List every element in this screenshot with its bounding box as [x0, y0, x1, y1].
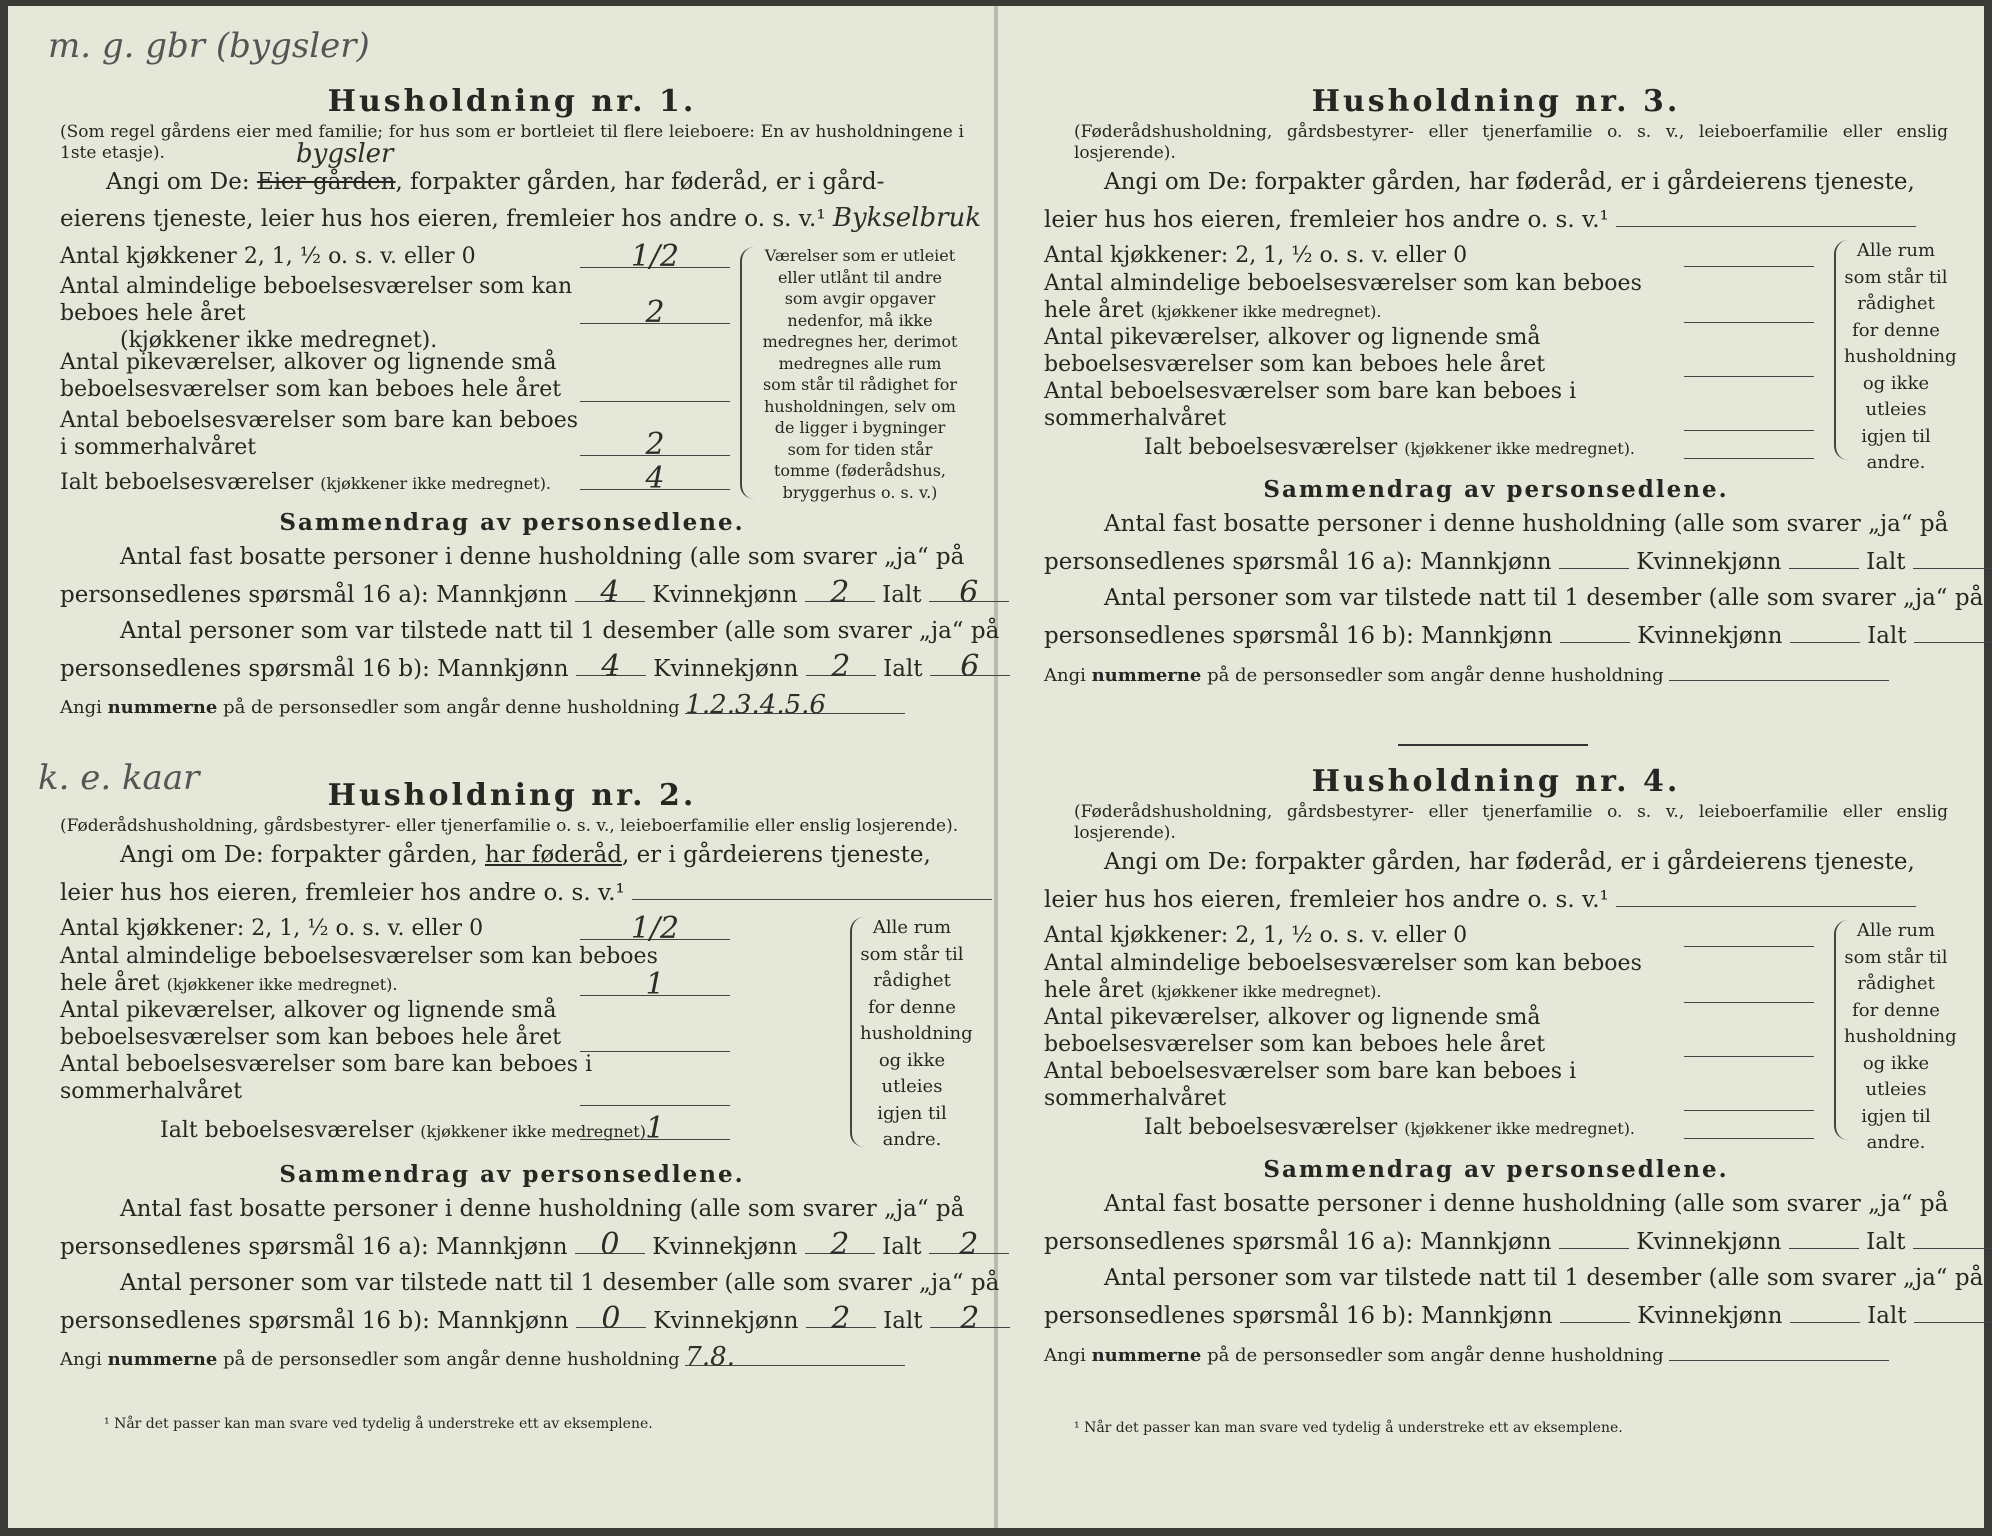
q-alm-label: Antal almindelige beboelsesværelser som kan beboes hele året — [1044, 951, 1642, 1003]
a-alm[interactable] — [1684, 974, 1814, 1003]
angi-label: Angi om De: forpakter gården, — [120, 842, 485, 868]
section-divider — [1398, 744, 1588, 746]
rooms-note: Alle rum som står til rådighet for denne husholdning og ikke utleies igjen til andre. — [1844, 240, 1957, 473]
q-kitchens: Antal kjøkkener: 2, 1, ½ o. s. v. eller 0 — [1044, 243, 1468, 268]
rooms-note: Værelser som er utleiet eller utlånt til andre som avgir opgaver nedenfor, må ikke medregnes her, derimot medregnes alle rum som står til rådighet for husholdningen, selv om de ligger i bygninger som for tiden står tomme (føderådshus, bryggerhus o. s. v.) — [762, 246, 958, 502]
angi-options-2: leier hus hos eieren, fremleier hos andre o. s. v.¹ — [1044, 887, 1609, 913]
ialt-b[interactable] — [1914, 1296, 1992, 1323]
a-ialt[interactable]: 1 — [580, 1111, 730, 1140]
kvinnekjonn-label: Kvinnekjønn — [1636, 1229, 1782, 1255]
a-kitchens[interactable] — [1684, 918, 1814, 947]
nummerne-line — [60, 687, 964, 726]
ialt-a[interactable] — [1913, 1222, 1992, 1249]
summary-1a: Antal fast bosatte personer i denne husholdning (alle som svarer „ja“ på — [1104, 511, 1949, 537]
kvinnekjonn-b[interactable]: 2 — [806, 649, 876, 676]
mannkjonn-a[interactable]: 4 — [575, 575, 645, 602]
kvinnekjonn-b[interactable] — [1790, 1296, 1860, 1323]
household-3-intro: (Føderådshusholdning, gårdsbestyrer- eller tjenerfamilie o. s. v., leieboerfamilie eller enslig losjerende). — [1074, 122, 1948, 163]
summary-2a: Antal personer som var tilstede natt til 1 desember (alle som svarer „ja“ på — [120, 618, 1000, 644]
household-4-angi-2 — [1044, 880, 1948, 918]
nummerne-value[interactable] — [1669, 1334, 1889, 1361]
foderaad-option[interactable]: har føderåd — [484, 842, 622, 868]
summary-1a: Antal fast bosatte personer i denne husholdning (alle som svarer „ja“ på — [120, 1196, 965, 1222]
summary-2b — [1044, 1296, 1948, 1334]
kvinnekjonn-a[interactable]: 2 — [805, 575, 875, 602]
household-4 — [1044, 762, 1984, 1374]
kvinnekjonn-label: Kvinnekjønn — [1637, 623, 1783, 649]
a-alm[interactable]: 2 — [580, 295, 730, 324]
q-alm-label: Antal almindelige beboelsesværelser som kan beboes hele året — [60, 944, 658, 996]
nummerne-value[interactable]: 1.2.3.4.5.6 — [685, 687, 905, 714]
mannkjonn-b[interactable]: 0 — [576, 1301, 646, 1328]
nummerne-label: på de personsedler som angår denne husholdning — [1201, 1345, 1664, 1366]
mannkjonn-label: personsedlenes spørsmål 16 b): Mannkjønn — [1044, 1303, 1553, 1329]
footnote: ¹ Når det passer kan man svare ved tydelig å understreke ett av eksemplene. — [104, 1416, 653, 1432]
kvinnekjonn-label: Kvinnekjønn — [653, 1308, 799, 1334]
handwritten-angi[interactable]: Bykselbruk — [832, 203, 982, 233]
nummerne-prefix: Angi — [60, 697, 108, 718]
angi-options-2: eierens tjeneste, leier hus hos eieren, fremleier hos andre o. s. v.¹ — [60, 206, 826, 232]
a-kitchens[interactable]: 1/2 — [580, 239, 730, 268]
angi-options: , forpakter gården, har føderåd, er i gård- — [395, 169, 885, 195]
kvinnekjonn-b[interactable]: 2 — [806, 1301, 876, 1328]
nummerne-bold: nummerne — [107, 697, 218, 718]
mannkjonn-a[interactable] — [1559, 1222, 1629, 1249]
ialt-label: Ialt — [882, 1234, 922, 1260]
summary-2a: Antal personer som var tilstede natt til 1 desember (alle som svarer „ja“ på — [1104, 1265, 1984, 1291]
a-sommer[interactable] — [1684, 1082, 1814, 1111]
household-2-title: Husholdning nr. 2. — [327, 778, 697, 813]
ialt-b[interactable] — [1914, 616, 1992, 643]
angi-fill[interactable] — [1616, 200, 1916, 227]
summary-2b — [60, 649, 980, 687]
q-ialt-label: Ialt beboelsesværelser — [1144, 1115, 1398, 1140]
q-pike: Antal pikeværelser, alkover og lignende små beboelsesværelser som kan beboes hele året — [1044, 1005, 1546, 1057]
ialt-a[interactable] — [1913, 542, 1992, 569]
nummerne-line — [60, 1339, 964, 1378]
right-page — [998, 6, 1984, 1528]
kvinnekjonn-a[interactable] — [1789, 1222, 1859, 1249]
q-kitchens: Antal kjøkkener: 2, 1, ½ o. s. v. eller 0 — [1044, 923, 1468, 948]
nummerne-prefix: Angi — [1044, 1345, 1092, 1366]
nummerne-line — [1044, 1334, 1948, 1374]
q-kitchens: Antal kjøkkener: 2, 1, ½ o. s. v. eller 0 — [60, 916, 484, 941]
margin-note-mid: k. e. kaar — [38, 758, 200, 798]
q-alm — [1044, 270, 1664, 325]
ialt-label: Ialt — [1867, 1303, 1907, 1329]
household-2-intro: (Føderådshusholdning, gårdsbestyrer- eller tjenerfamilie o. s. v., leieboerfamilie eller enslig losjerende). — [60, 816, 959, 836]
nummerne-label: på de personsedler som angår denne husholdning — [1201, 665, 1664, 686]
a-kitchens[interactable]: 1/2 — [580, 911, 730, 940]
household-2-angi — [60, 837, 964, 873]
q-alm-note: (kjøkkener ikke medregnet). — [1150, 982, 1382, 1001]
mannkjonn-label: personsedlenes spørsmål 16 a): Mannkjønn — [60, 1234, 568, 1260]
q-alm-note: (kjøkkener ikke medregnet). — [1150, 302, 1382, 321]
q-sommer: Antal beboelsesværelser som bare kan beboes i sommerhalvåret — [1044, 379, 1577, 431]
household-4-rooms — [1044, 918, 1957, 1154]
a-sommer[interactable] — [580, 1077, 730, 1106]
summary-1b — [60, 1227, 979, 1265]
household-3-title: Husholdning nr. 3. — [1311, 84, 1681, 119]
margin-note-top: m. g. gbr (bygsler) — [48, 26, 370, 66]
angi-fill[interactable] — [632, 873, 992, 900]
q-ialt-label: Ialt beboelsesværelser — [160, 1118, 414, 1143]
a-alm[interactable]: 1 — [580, 967, 730, 996]
household-1-rooms — [60, 237, 964, 507]
kvinnekjonn-label: Kvinnekjønn — [652, 1234, 798, 1260]
kvinnekjonn-b[interactable] — [1790, 616, 1860, 643]
mannkjonn-label: personsedlenes spørsmål 16 a): Mannkjønn — [60, 582, 568, 608]
a-alm[interactable] — [1684, 294, 1814, 323]
nummerne-bold: nummerne — [1091, 665, 1202, 686]
kvinnekjonn-label: Kvinnekjønn — [1637, 1303, 1783, 1329]
q-alm-note: (kjøkkener ikke medregnet). — [166, 975, 398, 994]
ialt-label: Ialt — [883, 656, 923, 682]
summary-title-4: Sammendrag av personsedlene. — [1263, 1156, 1729, 1183]
household-3-angi: Angi om De: forpakter gården, har føderåd, er i gårdeierens tjeneste, — [1104, 169, 1915, 195]
left-page — [8, 6, 1000, 1528]
household-2-angi-2 — [60, 873, 964, 911]
ialt-a[interactable]: 6 — [929, 575, 1009, 602]
kvinnekjonn-label: Kvinnekjønn — [653, 656, 799, 682]
ialt-label: Ialt — [1866, 1229, 1906, 1255]
ialt-label: Ialt — [1866, 549, 1906, 575]
q-sommer: Antal beboelsesværelser som bare kan beboes i sommerhalvåret — [60, 408, 579, 460]
household-1-angi-2 — [60, 200, 982, 237]
household-3-angi-2 — [1044, 200, 1948, 238]
angi-options-2: leier hus hos eieren, fremleier hos andre o. s. v.¹ — [1044, 207, 1609, 233]
angi-fill[interactable] — [1616, 880, 1916, 907]
q-pike: Antal pikeværelser, alkover og lignende små beboelsesværelser som kan beboes hele året — [60, 350, 562, 402]
q-ialt-note: (kjøkkener ikke medregnet). — [1404, 439, 1636, 458]
a-sommer[interactable] — [1684, 402, 1814, 431]
nummerne-line — [1044, 654, 1948, 694]
summary-2b — [60, 1301, 980, 1339]
household-3 — [1044, 82, 1984, 694]
a-pike[interactable] — [580, 373, 730, 402]
q-alm-note: (kjøkkener ikke medregnet). — [120, 328, 438, 353]
mannkjonn-a[interactable] — [1559, 542, 1629, 569]
summary-1a: Antal fast bosatte personer i denne husholdning (alle som svarer „ja“ på — [120, 544, 965, 570]
nummerne-prefix: Angi — [60, 1349, 108, 1370]
ialt-label: Ialt — [1867, 623, 1907, 649]
kvinnekjonn-label: Kvinnekjønn — [652, 582, 798, 608]
ialt-b[interactable]: 2 — [930, 1301, 1010, 1328]
q-ialt-note: (kjøkkener ikke medregnet). — [420, 1122, 652, 1141]
ialt-a[interactable]: 2 — [929, 1227, 1009, 1254]
kvinnekjonn-a[interactable] — [1789, 542, 1859, 569]
summary-1b — [1044, 542, 1948, 580]
summary-title-1: Sammendrag av personsedlene. — [279, 509, 745, 536]
mannkjonn-label: personsedlenes spørsmål 16 a): Mannkjønn — [1044, 549, 1552, 575]
summary-2a: Antal personer som var tilstede natt til 1 desember (alle som svarer „ja“ på — [1104, 585, 1984, 611]
rooms-note: Alle rum som står til rådighet for denne husholdning og ikke utleies igjen til andre. — [1844, 920, 1957, 1153]
mannkjonn-label: personsedlenes spørsmål 16 a): Mannkjønn — [1044, 1229, 1552, 1255]
q-ialt-label: Ialt beboelsesværelser — [60, 470, 314, 495]
a-ialt[interactable] — [1684, 430, 1814, 459]
mannkjonn-b[interactable] — [1560, 616, 1630, 643]
household-4-intro: (Føderådshusholdning, gårdsbestyrer- eller tjenerfamilie o. s. v., leieboerfamilie eller enslig losjerende). — [1074, 802, 1948, 843]
eier-option[interactable]: Eier gården — [256, 169, 396, 195]
ialt-label: Ialt — [883, 1308, 923, 1334]
household-2-rooms — [60, 911, 973, 1159]
household-4-angi: Angi om De: forpakter gården, har føderåd, er i gårdeierens tjeneste, — [1104, 849, 1915, 875]
household-1-title: Husholdning nr. 1. — [327, 84, 697, 119]
q-pike: Antal pikeværelser, alkover og lignende små beboelsesværelser som kan beboes hele året — [60, 998, 562, 1050]
a-pike[interactable] — [1684, 348, 1814, 377]
summary-2b — [1044, 616, 1948, 654]
q-kitchens: Antal kjøkkener 2, 1, ½ o. s. v. eller 0 — [60, 244, 476, 269]
nummerne-value[interactable] — [1669, 654, 1889, 681]
census-sheet — [8, 6, 1984, 1528]
nummerne-bold: nummerne — [1091, 1345, 1202, 1366]
q-alm-label: Antal almindelige beboelsesværelser som kan beboes hele året — [1044, 271, 1642, 323]
a-sommer[interactable]: 2 — [580, 427, 730, 456]
angi-options-2: leier hus hos eieren, fremleier hos andre o. s. v.¹ — [60, 880, 625, 906]
mannkjonn-label: personsedlenes spørsmål 16 b): Mannkjønn — [60, 656, 569, 682]
mannkjonn-b[interactable]: 4 — [576, 649, 646, 676]
rooms-note: Alle rum som står til rådighet for denne husholdning og ikke utleies igjen til andre. — [860, 917, 973, 1150]
summary-1a: Antal fast bosatte personer i denne husholdning (alle som svarer „ja“ på — [1104, 1191, 1949, 1217]
a-ialt[interactable] — [1684, 1110, 1814, 1139]
nummerne-label: på de personsedler som angår denne husholdning — [217, 697, 680, 718]
household-1-intro: (Som regel gårdens eier med familie; for hus som er bortleiet til flere leieboere: En av husholdningene i 1ste etasje). — [60, 122, 964, 163]
angi-options: , er i gårdeierens tjeneste, — [621, 842, 931, 868]
nummerne-value[interactable]: 7.8. — [685, 1339, 905, 1366]
a-kitchens[interactable] — [1684, 238, 1814, 267]
nummerne-label: på de personsedler som angår denne husholdning — [217, 1349, 680, 1370]
ialt-b[interactable]: 6 — [930, 649, 1010, 676]
q-ialt-note: (kjøkkener ikke medregnet). — [320, 474, 552, 493]
q-alm: Antal almindelige beboelsesværelser som kan beboes hele året — [60, 274, 573, 326]
nummerne-prefix: Angi — [1044, 665, 1092, 686]
summary-1b — [1044, 1222, 1948, 1260]
a-ialt[interactable]: 4 — [580, 461, 730, 490]
q-alm — [1044, 950, 1664, 1005]
summary-2a: Antal personer som var tilstede natt til 1 desember (alle som svarer „ja“ på — [120, 1270, 1000, 1296]
q-pike: Antal pikeværelser, alkover og lignende små beboelsesværelser som kan beboes hele året — [1044, 325, 1546, 377]
summary-title-2: Sammendrag av personsedlene. — [279, 1161, 745, 1188]
q-sommer: Antal beboelsesværelser som bare kan beboes i sommerhalvåret — [60, 1052, 593, 1104]
household-2 — [60, 776, 1000, 1378]
a-pike[interactable] — [1684, 1028, 1814, 1057]
mannkjonn-label: personsedlenes spørsmål 16 b): Mannkjønn — [60, 1308, 569, 1334]
ialt-label: Ialt — [882, 582, 922, 608]
q-ialt-label: Ialt beboelsesværelser — [1144, 435, 1398, 460]
footnote: ¹ Når det passer kan man svare ved tydelig å understreke ett av eksemplene. — [1074, 1420, 1623, 1436]
mannkjonn-b[interactable] — [1560, 1296, 1630, 1323]
angi-label: Angi om De: — [106, 169, 257, 195]
a-pike[interactable] — [580, 1023, 730, 1052]
mannkjonn-a[interactable]: 0 — [575, 1227, 645, 1254]
kvinnekjonn-a[interactable]: 2 — [805, 1227, 875, 1254]
summary-1b — [60, 575, 979, 613]
handwritten-eier-note: bygsler — [296, 139, 394, 169]
kvinnekjonn-label: Kvinnekjønn — [1636, 549, 1782, 575]
summary-title-3: Sammendrag av personsedlene. — [1263, 476, 1729, 503]
household-1 — [60, 82, 1000, 726]
nummerne-bold: nummerne — [107, 1349, 218, 1370]
household-4-title: Husholdning nr. 4. — [1311, 764, 1681, 799]
mannkjonn-label: personsedlenes spørsmål 16 b): Mannkjønn — [1044, 623, 1553, 649]
household-3-rooms — [1044, 238, 1957, 474]
q-ialt-note: (kjøkkener ikke medregnet). — [1404, 1119, 1636, 1138]
q-sommer: Antal beboelsesværelser som bare kan beboes i sommerhalvåret — [1044, 1059, 1577, 1111]
